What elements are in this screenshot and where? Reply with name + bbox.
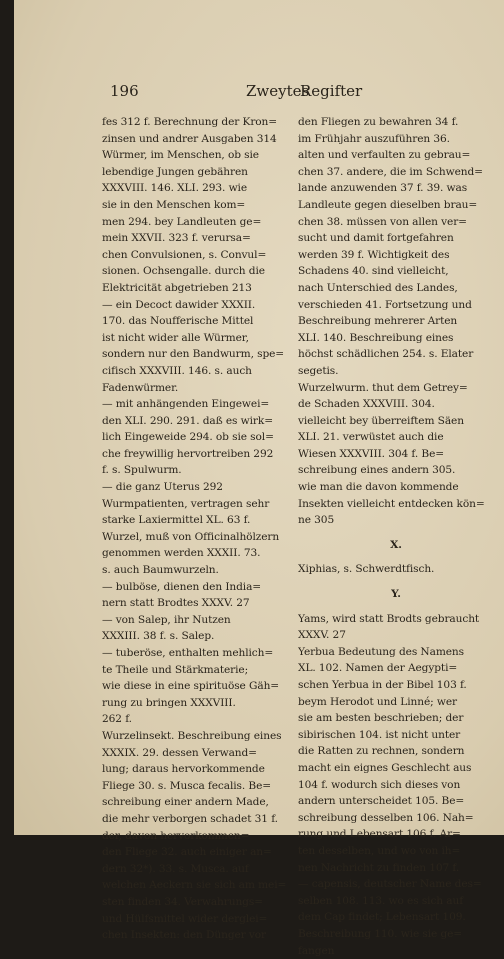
text-line: te Theile und Stärkmaterie; <box>102 662 290 679</box>
text-line: Landleute gegen dieselben brau= <box>298 197 494 214</box>
text-line: Yams, wird statt Brodts gebraucht <box>298 611 494 628</box>
text-line: im Frühjahr auszuführen 36. <box>298 131 494 148</box>
text-line: s. auch Baumwurzeln. <box>102 562 290 579</box>
text-line: sibirischen 104. ist nicht unter <box>298 727 494 744</box>
text-line: nach Unterschied des Landes, <box>298 280 494 297</box>
text-line: — von Salep, ihr Nutzen <box>102 612 290 629</box>
text-line: XXXIII. 38 f. s. Salep. <box>102 628 290 645</box>
text-line: macht ein eignes Geschlecht aus <box>298 760 494 777</box>
text-line: sie am besten beschrieben; der <box>298 710 494 727</box>
text-line: chen Insekten: den Dünger vor <box>102 927 290 944</box>
text-line: schreibung einer andern Made, <box>102 794 290 811</box>
text-line: lebendige Jungen gebähren <box>102 164 290 181</box>
text-line: verschieden 41. Fortsetzung und <box>298 297 494 314</box>
text-line: sondern nur den Bandwurm, spe= <box>102 346 290 363</box>
text-line: dem Cap findet; Lebensart 109. <box>298 909 494 926</box>
text-line: starke Laxiermittel XL. 63 f. <box>102 512 290 529</box>
text-line: X. <box>298 537 494 554</box>
text-line: XLI. 21. verwüstet auch die <box>298 429 494 446</box>
text-line: XXXV. 27 <box>298 627 494 644</box>
text-line: Yerbua Bedeutung des Namens <box>298 644 494 661</box>
text-line: beym Herodot und Linné; wer <box>298 694 494 711</box>
text-line: Fadenwürmer. <box>102 380 290 397</box>
text-line: den Fliegen zu bewahren 34 f. <box>298 114 494 131</box>
text-line <box>298 578 494 586</box>
text-line: XXXIX. 29. dessen Verwand= <box>102 745 290 762</box>
text-line: chen Convulsionen, s. Convul= <box>102 247 290 264</box>
book-page <box>14 0 504 835</box>
text-line: ten desselben, und wo von ih= <box>298 843 494 860</box>
text-line: Fliege 30. s. Musca fecalis. Be= <box>102 778 290 795</box>
text-line: che freywillig hervortreiben 292 <box>102 446 290 463</box>
text-line: schen Yerbua in der Bibel 103 f. <box>298 677 494 694</box>
text-line: Wurmpatienten, vertragen sehr <box>102 496 290 513</box>
text-line: Xiphias, s. Schwerdtfisch. <box>298 561 494 578</box>
text-line: schreibung desselben 106. Nah= <box>298 810 494 827</box>
text-line: sie in den Menschen kom= <box>102 197 290 214</box>
text-line: zinsen und andrer Ausgaben 314 <box>102 131 290 148</box>
left-column <box>102 114 290 944</box>
text-line: Y. <box>298 586 494 603</box>
text-line: Beschreibung mehrerer Arten <box>298 313 494 330</box>
text-line: 104 f. wodurch sich dieses von <box>298 777 494 794</box>
text-line: Wurzelinsekt. Beschreibung eines <box>102 728 290 745</box>
text-line: lich Eingeweide 294. ob sie sol= <box>102 429 290 446</box>
text-line: cifisch XXXVIII. 146. s. auch <box>102 363 290 380</box>
text-line: wie man die davon kommende <box>298 479 494 496</box>
text-line: den Fliege 32. auch einiger an= <box>102 844 290 861</box>
text-line: Wurzelwurm. thut dem Getrey= <box>298 380 494 397</box>
text-line: lung; daraus hervorkommende <box>102 761 290 778</box>
text-line: wie diese in eine spirituöse Gäh= <box>102 678 290 695</box>
text-line: und Hülfsmittel wider derglei= <box>102 911 290 928</box>
text-line: XL. 102. Namen der Aegypti= <box>298 660 494 677</box>
text-line: f. s. Spulwurm. <box>102 462 290 479</box>
text-line: — die ganz Uterus 292 <box>102 479 290 496</box>
text-line: den XLI. 290. 291. daß es wirk= <box>102 413 290 430</box>
text-line: segetis. <box>298 363 494 380</box>
text-line: ne 305 <box>298 512 494 529</box>
text-line: rung und Lebensart 106 f. Ar= <box>298 826 494 843</box>
text-line: XLI. 140. Beschreibung eines <box>298 330 494 347</box>
page-header <box>14 82 504 104</box>
text-line: Insekten vielleicht entdecken kön= <box>298 496 494 513</box>
text-line: ist nicht wider alle Würmer, <box>102 330 290 347</box>
right-column <box>298 114 494 959</box>
text-line: vielleicht bey überreiftem Säen <box>298 413 494 430</box>
text-line: dern 32*). 33. s. Musca. auf <box>102 861 290 878</box>
text-line: genommen werden XXXII. 73. <box>102 545 290 562</box>
text-line: — ein Decoct dawider XXXII. <box>102 297 290 314</box>
text-line: Wurzel, muß von Officinalhölzern <box>102 529 290 546</box>
text-line: sionen. Ochsengalle. durch die <box>102 263 290 280</box>
running-title-right: Regifter <box>300 82 362 100</box>
text-line: chen 38. müssen von allen ver= <box>298 214 494 231</box>
text-line: lande anzuwenden 37 f. 39. was <box>298 180 494 197</box>
text-line: men 294. bey Landleuten ge= <box>102 214 290 231</box>
page-number: 196 <box>110 82 139 100</box>
text-line: fes 312 f. Berechnung der Kron= <box>102 114 290 131</box>
text-line: alten und verfaulten zu gebrau= <box>298 147 494 164</box>
text-line: fangen <box>298 943 494 959</box>
text-line <box>298 603 494 611</box>
text-line: schreibung eines andern 305. <box>298 462 494 479</box>
text-line: nen Nachricht zu finden 107 f. <box>298 860 494 877</box>
text-line: XXXVIII. 146. XLI. 293. wie <box>102 180 290 197</box>
text-line: — mit anhängenden Eingewei= <box>102 396 290 413</box>
text-line: rung zu bringen XXXVIII. <box>102 695 290 712</box>
text-line: Würmer, im Menschen, ob sie <box>102 147 290 164</box>
text-line: — tuberöse, enthalten mehlich= <box>102 645 290 662</box>
text-line: 170. das Noufferische Mittel <box>102 313 290 330</box>
text-line: andern unterscheidet 105. Be= <box>298 793 494 810</box>
text-line: sucht und damit fortgefahren <box>298 230 494 247</box>
text-line: sten finden 34. Verwahrungs= <box>102 894 290 911</box>
text-line: chen 37. andere, die im Schwend= <box>298 164 494 181</box>
text-line: mein XXVII. 323 f. verursa= <box>102 230 290 247</box>
text-line: höchst schädlichen 254. s. Elater <box>298 346 494 363</box>
text-line: Beschreibung 110. wie sie ge= <box>298 926 494 943</box>
text-line: — bulböse, dienen den India= <box>102 579 290 596</box>
text-line: 262 f. <box>102 711 290 728</box>
text-line: welchen Aeckern sie sich am mei= <box>102 877 290 894</box>
text-line: de Schaden XXXVIII. 304. <box>298 396 494 413</box>
running-title-left: Zweytes <box>246 82 309 100</box>
text-line: der, davon hervorkommen= <box>102 828 290 845</box>
text-line: nern statt Brodtes XXXV. 27 <box>102 595 290 612</box>
text-line: die Ratten zu rechnen, sondern <box>298 743 494 760</box>
text-line: selben 108. 113. wo es sich auf <box>298 893 494 910</box>
text-line: Elektricität abgetrieben 213 <box>102 280 290 297</box>
text-line <box>298 529 494 537</box>
text-line <box>298 553 494 561</box>
text-line: die mehr verborgen schadet 31 f. <box>102 811 290 828</box>
text-line: — capensis, deutscher Name des= <box>298 876 494 893</box>
text-line: werden 39 f. Wichtigkeit des <box>298 247 494 264</box>
text-line: Schadens 40. sind vielleicht, <box>298 263 494 280</box>
text-line: Wiesen XXXVIII. 304 f. Be= <box>298 446 494 463</box>
